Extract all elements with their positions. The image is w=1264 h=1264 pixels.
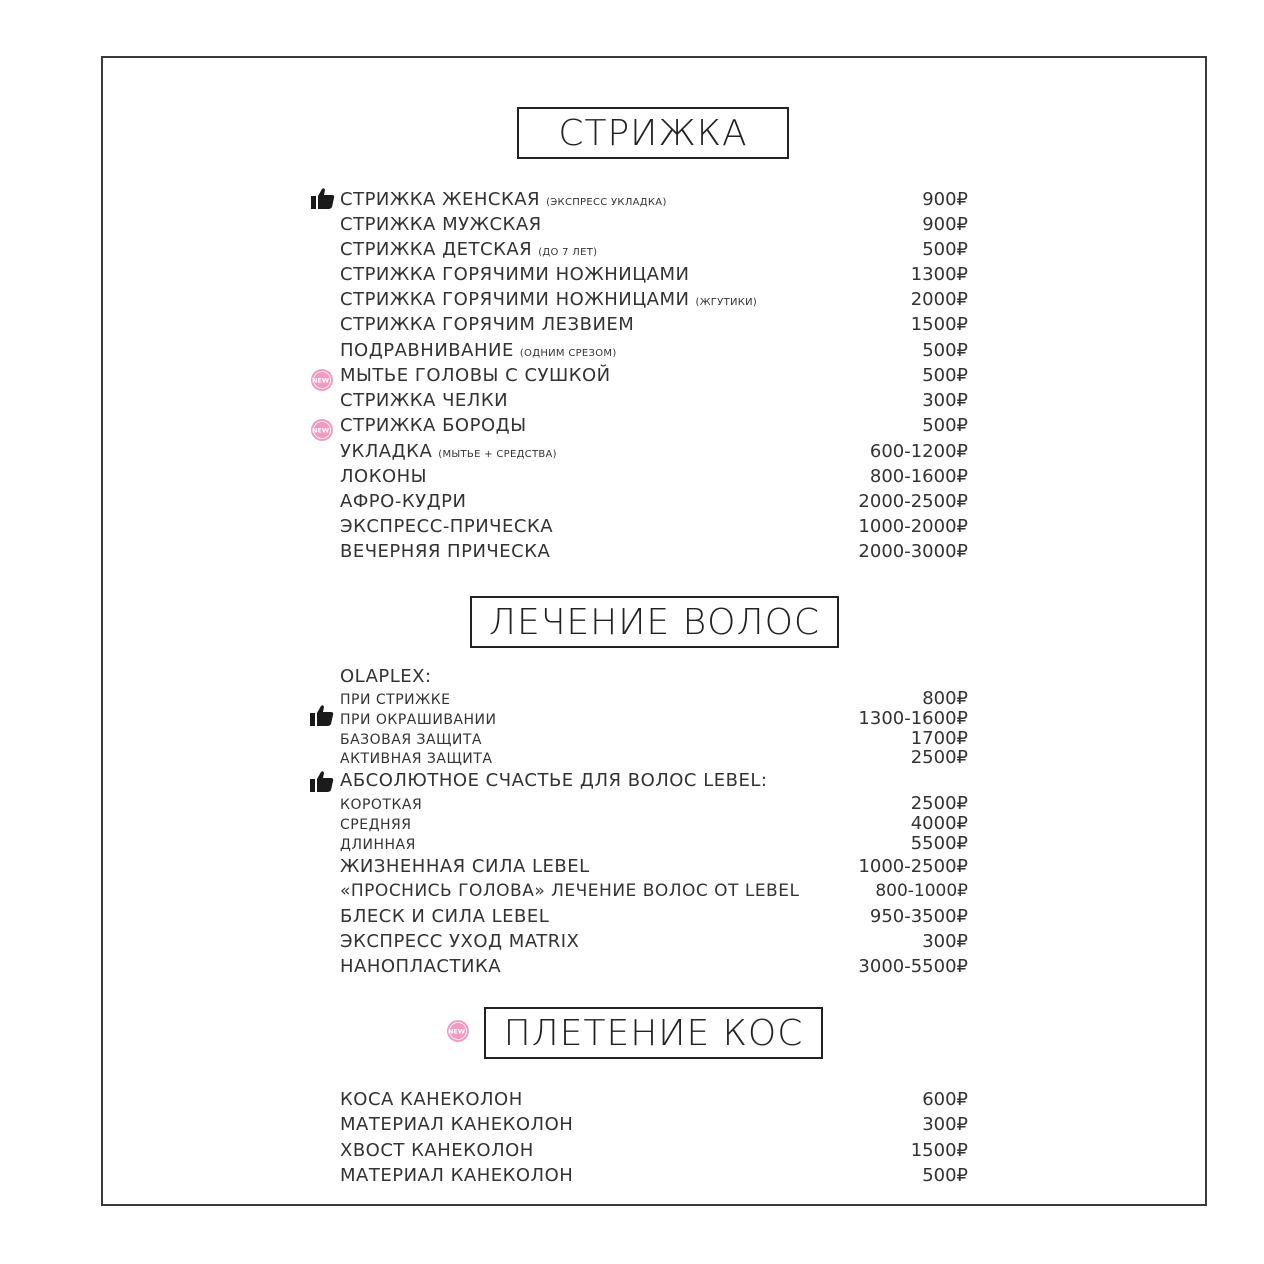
item-name: БАЗОВАЯ ЗАЩИТА xyxy=(340,732,483,748)
menu-item xyxy=(340,931,968,952)
item-name: МЫТЬЕ ГОЛОВЫ С СУШКОЙ xyxy=(340,365,611,386)
item-price: 2000₽ xyxy=(910,289,968,310)
item-name: СТРИЖКА ГОРЯЧИМИ НОЖНИЦАМИ xyxy=(340,264,690,285)
item-name: ДЛИННАЯ xyxy=(340,837,416,853)
item-name: СТРИЖКА БОРОДЫ xyxy=(340,415,527,436)
menu-item xyxy=(340,856,968,877)
item-name: КОСА КАНЕКОЛОН xyxy=(340,1089,523,1110)
item-price: 600-1200₽ xyxy=(869,441,968,462)
item-name: БЛЕСК И СИЛА LEBEL xyxy=(340,906,550,927)
menu-item xyxy=(340,239,968,260)
item-price: 900₽ xyxy=(922,189,968,210)
item-name: ЖИЗНЕННАЯ СИЛА LEBEL xyxy=(340,856,590,877)
item-note: (МЫТЬЕ + СРЕДСТВА) xyxy=(438,449,557,460)
item-name: ЭКСПРЕСС УХОД MATRIX xyxy=(340,931,580,952)
item-name: ЛОКОНЫ xyxy=(340,466,428,487)
item-price: 4000₽ xyxy=(910,813,968,834)
item-price: 500₽ xyxy=(922,415,968,436)
new-badge-icon xyxy=(310,368,334,392)
item-note: (ДО 7 ЛЕТ) xyxy=(538,247,598,258)
menu-item xyxy=(340,1165,968,1186)
item-name: СТРИЖКА МУЖСКАЯ xyxy=(340,214,542,235)
item-name: АБСОЛЮТНОЕ СЧАСТЬЕ ДЛЯ ВОЛОС LEBEL: xyxy=(340,770,768,791)
item-note: (ОДНИМ СРЕЗОМ) xyxy=(519,348,617,359)
item-name: ПОДРАВНИВАНИЕ xyxy=(340,340,514,361)
new-badge-icon xyxy=(446,1019,470,1043)
item-price: 900₽ xyxy=(922,214,968,235)
menu-item xyxy=(340,491,968,512)
menu-item xyxy=(340,289,968,310)
item-price: 600₽ xyxy=(922,1089,968,1110)
menu-item xyxy=(340,688,968,709)
menu-item xyxy=(340,793,968,814)
item-price: 5500₽ xyxy=(910,833,968,854)
menu-item xyxy=(340,1089,968,1110)
section-title-hair-treatment: ЛЕЧЕНИЕ ВОЛОС xyxy=(470,596,839,648)
item-name: СТРИЖКА ЧЕЛКИ xyxy=(340,390,509,411)
item-price: 1500₽ xyxy=(910,1140,968,1161)
menu-item xyxy=(340,956,968,977)
item-price: 1500₽ xyxy=(910,314,968,335)
menu-group-label xyxy=(340,666,968,687)
item-note: (ЖГУТИКИ) xyxy=(695,297,758,308)
item-name: ПРИ ОКРАШИВАНИИ xyxy=(340,712,497,728)
item-price: 300₽ xyxy=(922,1114,968,1135)
item-name: ВЕЧЕРНЯЯ ПРИЧЕСКА xyxy=(340,541,551,562)
section-title-haircut: СТРИЖКА xyxy=(517,107,789,159)
menu-item xyxy=(340,214,968,235)
item-name: АКТИВНАЯ ЗАЩИТА xyxy=(340,751,493,767)
menu-item xyxy=(340,390,968,411)
item-name: СТРИЖКА ДЕТСКАЯ xyxy=(340,239,533,260)
menu-item xyxy=(340,466,968,487)
item-price: 950-3500₽ xyxy=(869,906,968,927)
item-price: 2500₽ xyxy=(910,747,968,768)
menu-item xyxy=(340,906,968,927)
item-name: СТРИЖКА ЖЕНСКАЯ xyxy=(340,189,541,210)
item-name: «ПРОСНИСЬ ГОЛОВА» ЛЕЧЕНИЕ ВОЛОС ОТ LEBEL xyxy=(340,881,800,901)
svg-text:NEW!: NEW! xyxy=(447,1027,469,1036)
item-price: 1300₽ xyxy=(910,264,968,285)
menu-item xyxy=(340,365,968,386)
item-price: 500₽ xyxy=(922,1165,968,1186)
item-name: МАТЕРИАЛ КАНЕКОЛОН xyxy=(340,1114,574,1135)
item-price: 500₽ xyxy=(922,365,968,386)
svg-text:NEW!: NEW! xyxy=(311,426,333,435)
menu-item xyxy=(340,881,968,901)
item-price: 2000-2500₽ xyxy=(858,491,968,512)
thumbs-up-icon xyxy=(310,770,334,792)
thumbs-up-icon xyxy=(311,187,335,209)
item-price: 1000-2000₽ xyxy=(858,516,968,537)
item-name: НАНОПЛАСТИКА xyxy=(340,956,502,977)
item-price: 800-1600₽ xyxy=(869,466,968,487)
svg-text:NEW!: NEW! xyxy=(311,376,333,385)
item-name: МАТЕРИАЛ КАНЕКОЛОН xyxy=(340,1165,574,1186)
item-price: 3000-5500₽ xyxy=(858,956,968,977)
item-note: (ЭКСПРЕСС УКЛАДКА) xyxy=(546,197,667,208)
item-name: ПРИ СТРИЖКЕ xyxy=(340,692,451,708)
item-price: 1300-1600₽ xyxy=(858,708,968,729)
menu-item xyxy=(340,189,968,210)
item-name: ХВОСТ КАНЕКОЛОН xyxy=(340,1140,534,1161)
item-name: АФРО-КУДРИ xyxy=(340,491,467,512)
menu-item xyxy=(340,264,968,285)
item-name: СТРИЖКА ГОРЯЧИМ ЛЕЗВИЕМ xyxy=(340,314,635,335)
item-price: 800₽ xyxy=(922,688,968,709)
item-price: 2000-3000₽ xyxy=(858,541,968,562)
item-price: 500₽ xyxy=(922,239,968,260)
menu-item xyxy=(340,1114,968,1135)
item-price: 300₽ xyxy=(922,931,968,952)
menu-item xyxy=(340,340,968,361)
item-price: 500₽ xyxy=(922,340,968,361)
item-price: 1000-2500₽ xyxy=(858,856,968,877)
item-name: УКЛАДКА xyxy=(340,441,433,462)
menu-group-label xyxy=(340,770,968,791)
section-title-braiding: ПЛЕТЕНИЕ КОС xyxy=(484,1007,823,1059)
menu-item xyxy=(340,314,968,335)
item-name: КОРОТКАЯ xyxy=(340,797,423,813)
menu-item xyxy=(340,728,968,749)
item-price: 300₽ xyxy=(922,390,968,411)
item-name: СРЕДНЯЯ xyxy=(340,817,412,833)
item-price: 800-1000₽ xyxy=(875,881,968,901)
item-name: СТРИЖКА ГОРЯЧИМИ НОЖНИЦАМИ xyxy=(340,289,690,310)
item-price: 1700₽ xyxy=(910,728,968,749)
menu-item xyxy=(340,833,968,854)
menu-item xyxy=(340,747,968,768)
menu-item xyxy=(340,1140,968,1161)
item-price: 2500₽ xyxy=(910,793,968,814)
menu-item xyxy=(340,708,968,729)
menu-item xyxy=(340,415,968,436)
menu-item xyxy=(340,541,968,562)
item-name: ЭКСПРЕСС-ПРИЧЕСКА xyxy=(340,516,554,537)
menu-item xyxy=(340,813,968,834)
menu-item xyxy=(340,441,968,462)
thumbs-up-icon xyxy=(310,704,334,726)
item-name: OLAPLEX: xyxy=(340,666,432,687)
new-badge-icon xyxy=(310,418,334,442)
menu-item xyxy=(340,516,968,537)
